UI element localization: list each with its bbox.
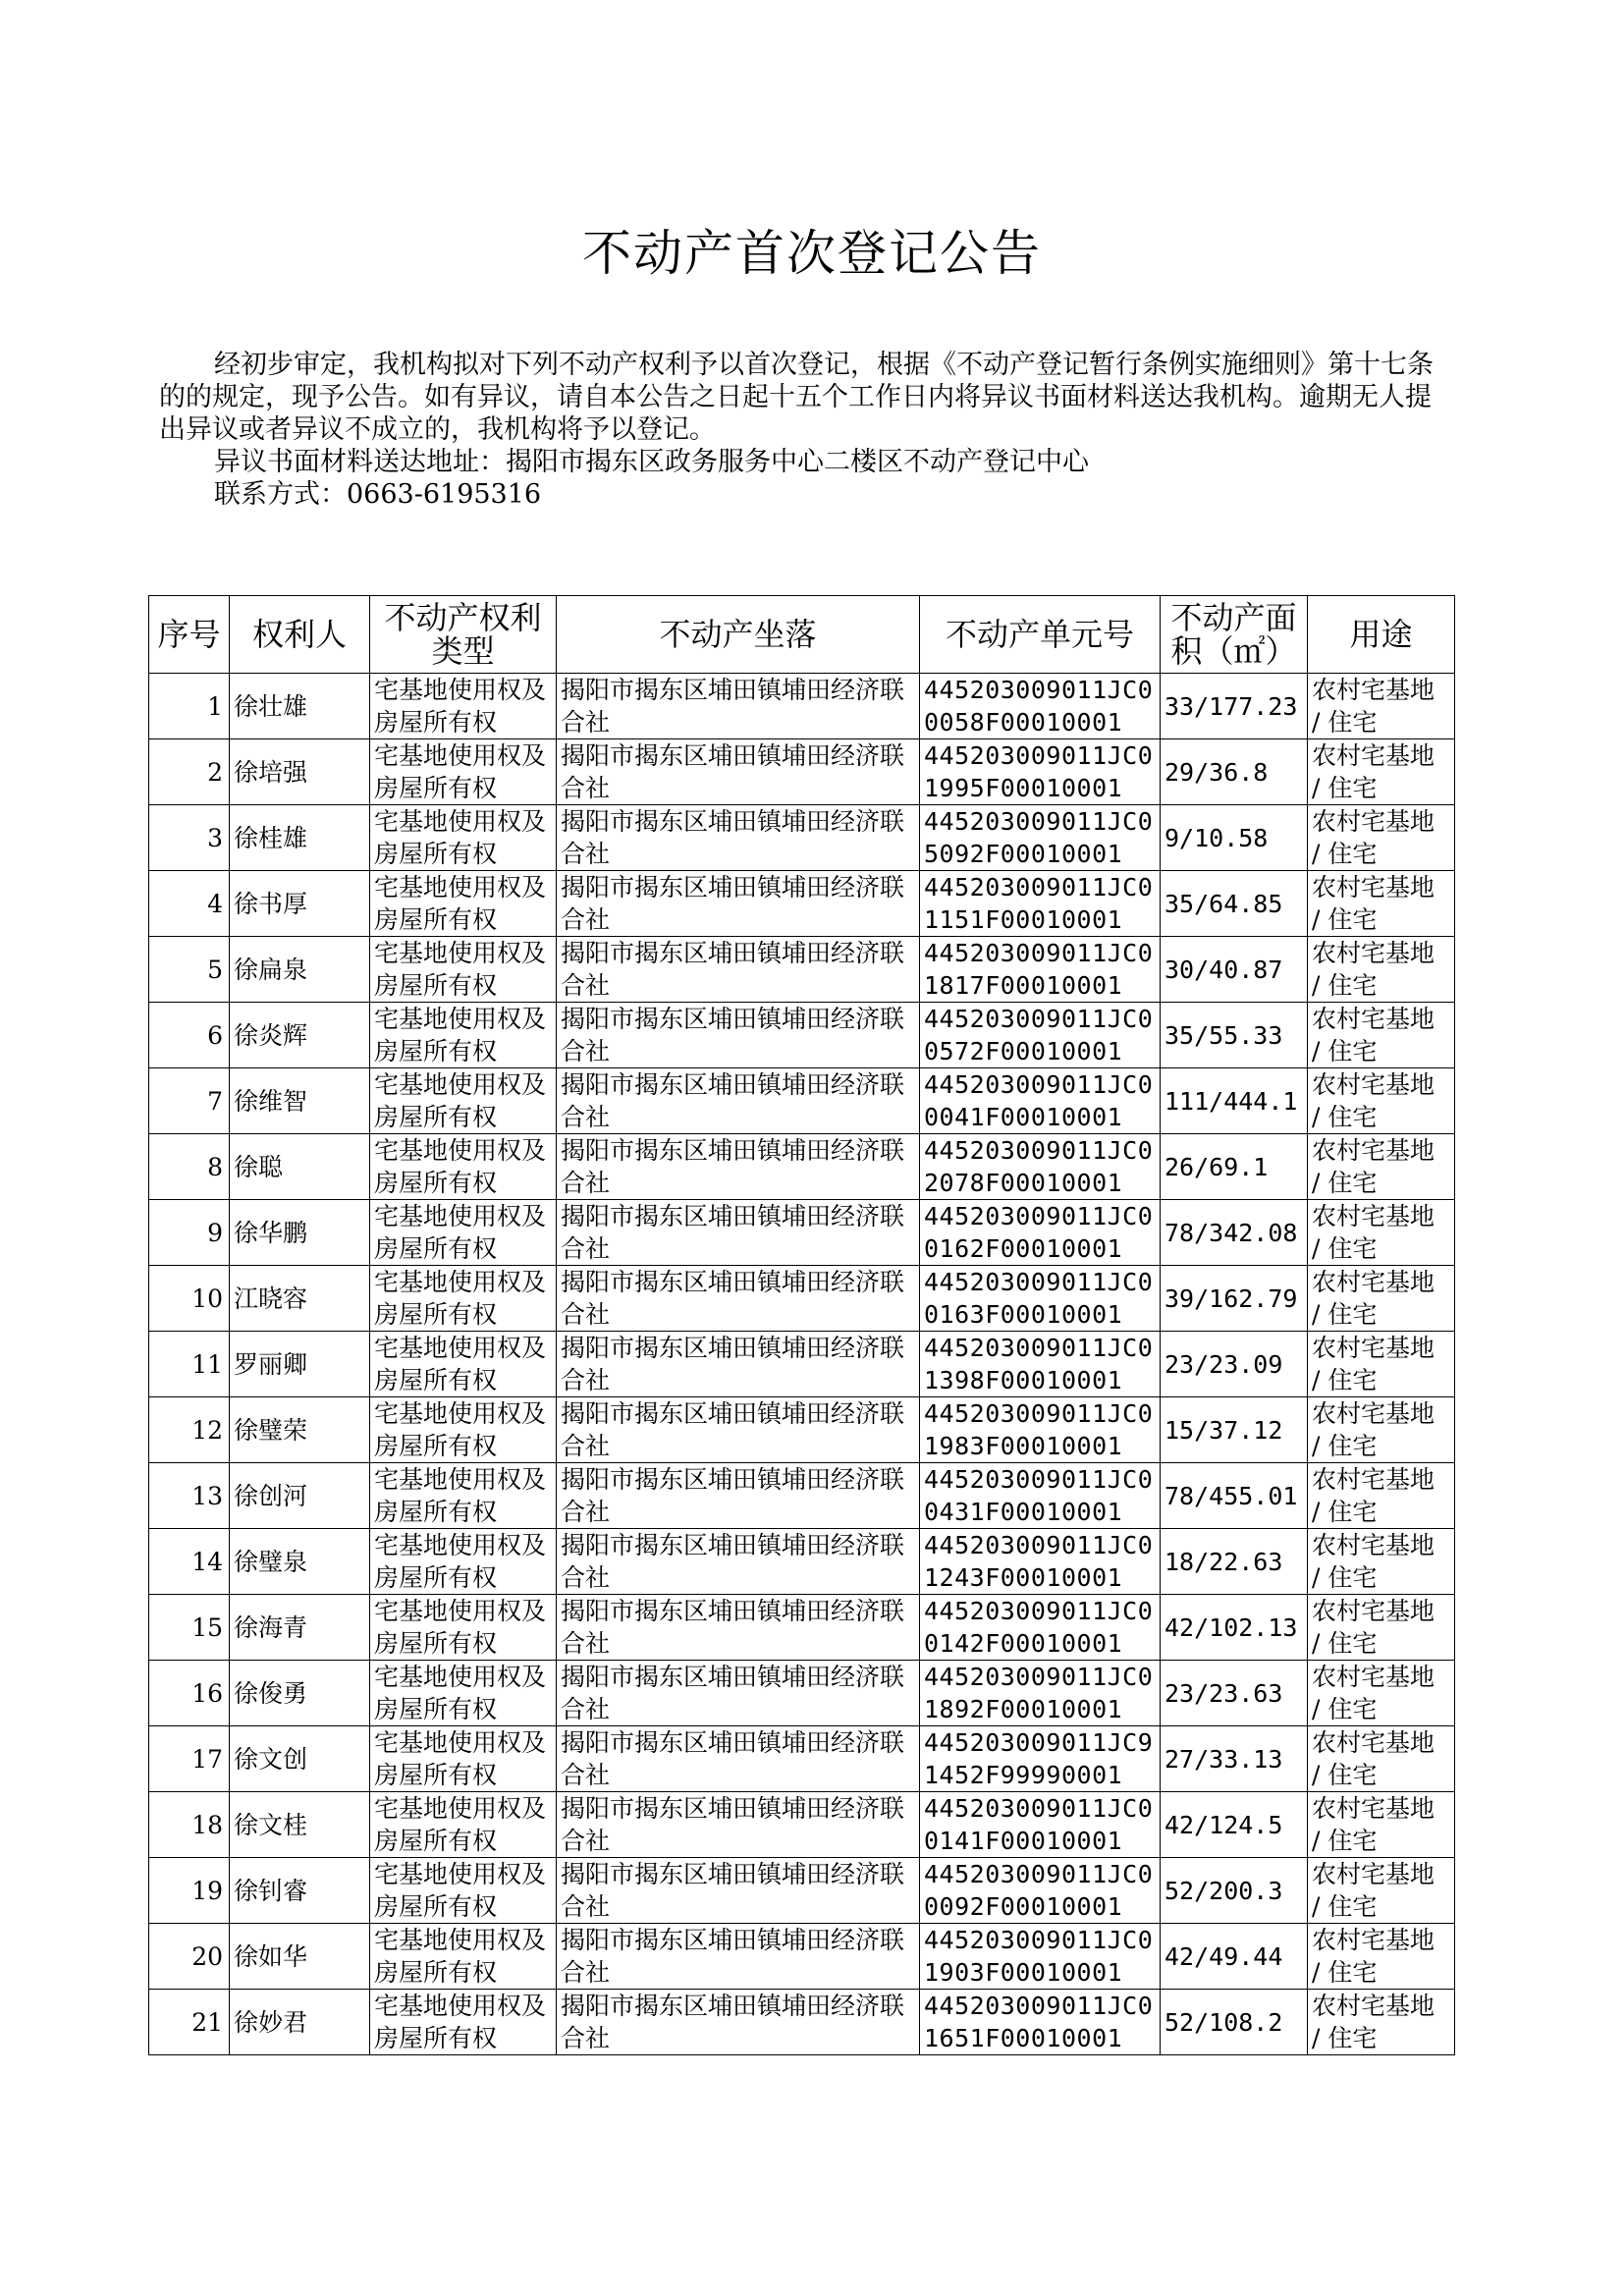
usage-cell: 农村宅基地 / 住宅	[1308, 1858, 1455, 1924]
seq-cell: 4	[149, 871, 230, 937]
seq-cell: 5	[149, 937, 230, 1003]
seq-cell: 8	[149, 1134, 230, 1200]
right-type-cell: 宅基地使用权及房屋所有权	[370, 1397, 557, 1463]
table-header-row	[149, 596, 1455, 674]
owner-cell: 徐璧泉	[230, 1529, 370, 1595]
area-cell: 52/200.3	[1161, 1858, 1308, 1924]
right-type-cell: 宅基地使用权及房屋所有权	[370, 805, 557, 871]
location-cell: 揭阳市揭东区埔田镇埔田经济联合社	[557, 1134, 920, 1200]
right-type-cell: 宅基地使用权及房屋所有权	[370, 871, 557, 937]
header-usage: 用途	[1308, 596, 1455, 674]
location-cell: 揭阳市揭东区埔田镇埔田经济联合社	[557, 1332, 920, 1397]
location-cell: 揭阳市揭东区埔田镇埔田经济联合社	[557, 1792, 920, 1858]
unit-no-cell: 445203009011JC91452F99990001	[920, 1726, 1161, 1792]
seq-cell: 3	[149, 805, 230, 871]
table-row	[149, 805, 1455, 871]
location-cell: 揭阳市揭东区埔田镇埔田经济联合社	[557, 1266, 920, 1332]
table-row	[149, 1134, 1455, 1200]
location-cell: 揭阳市揭东区埔田镇埔田经济联合社	[557, 937, 920, 1003]
unit-no-cell: 445203009011JC00041F00010001	[920, 1068, 1161, 1134]
owner-cell: 徐华鹏	[230, 1200, 370, 1266]
usage-cell: 农村宅基地 / 住宅	[1308, 1529, 1455, 1595]
right-type-cell: 宅基地使用权及房屋所有权	[370, 1726, 557, 1792]
table-row	[149, 1858, 1455, 1924]
seq-cell: 7	[149, 1068, 230, 1134]
page-title: 不动产首次登记公告	[582, 225, 1042, 282]
usage-cell: 农村宅基地 / 住宅	[1308, 1726, 1455, 1792]
location-cell: 揭阳市揭东区埔田镇埔田经济联合社	[557, 1200, 920, 1266]
location-cell: 揭阳市揭东区埔田镇埔田经济联合社	[557, 674, 920, 739]
right-type-cell: 宅基地使用权及房屋所有权	[370, 1463, 557, 1529]
usage-cell: 农村宅基地 / 住宅	[1308, 871, 1455, 937]
seq-cell: 17	[149, 1726, 230, 1792]
objection-address: 异议书面材料送达地址：揭阳市揭东区政务服务中心二楼区不动产登记中心	[214, 447, 1089, 477]
unit-no-cell: 445203009011JC00142F00010001	[920, 1595, 1161, 1661]
right-type-cell: 宅基地使用权及房屋所有权	[370, 1529, 557, 1595]
owner-cell: 徐桂雄	[230, 805, 370, 871]
unit-no-cell: 445203009011JC01243F00010001	[920, 1529, 1161, 1595]
owner-cell: 徐海青	[230, 1595, 370, 1661]
seq-cell: 11	[149, 1332, 230, 1397]
location-cell: 揭阳市揭东区埔田镇埔田经济联合社	[557, 1990, 920, 2055]
usage-cell: 农村宅基地 / 住宅	[1308, 1792, 1455, 1858]
area-cell: 26/69.1	[1161, 1134, 1308, 1200]
table-row	[149, 1397, 1455, 1463]
area-cell: 39/162.79	[1161, 1266, 1308, 1332]
table-row	[149, 1924, 1455, 1990]
right-type-cell: 宅基地使用权及房屋所有权	[370, 1068, 557, 1134]
area-cell: 52/108.2	[1161, 1990, 1308, 2055]
location-cell: 揭阳市揭东区埔田镇埔田经济联合社	[557, 1924, 920, 1990]
owner-cell: 江晓容	[230, 1266, 370, 1332]
usage-cell: 农村宅基地 / 住宅	[1308, 1003, 1455, 1068]
table-row	[149, 1661, 1455, 1726]
header-area: 不动产面积（㎡）	[1161, 596, 1308, 674]
location-cell: 揭阳市揭东区埔田镇埔田经济联合社	[557, 1529, 920, 1595]
usage-cell: 农村宅基地 / 住宅	[1308, 739, 1455, 805]
owner-cell: 徐璧荣	[230, 1397, 370, 1463]
owner-cell: 徐妙君	[230, 1990, 370, 2055]
seq-cell: 9	[149, 1200, 230, 1266]
area-cell: 35/64.85	[1161, 871, 1308, 937]
area-cell: 30/40.87	[1161, 937, 1308, 1003]
notice-text	[159, 349, 1435, 511]
area-cell: 33/177.23	[1161, 674, 1308, 739]
usage-cell: 农村宅基地 / 住宅	[1308, 937, 1455, 1003]
area-cell: 15/37.12	[1161, 1397, 1308, 1463]
owner-cell: 徐文创	[230, 1726, 370, 1792]
location-cell: 揭阳市揭东区埔田镇埔田经济联合社	[557, 1858, 920, 1924]
seq-cell: 20	[149, 1924, 230, 1990]
unit-no-cell: 445203009011JC01903F00010001	[920, 1924, 1161, 1990]
right-type-cell: 宅基地使用权及房屋所有权	[370, 739, 557, 805]
table-row	[149, 871, 1455, 937]
location-cell: 揭阳市揭东区埔田镇埔田经济联合社	[557, 1661, 920, 1726]
right-type-cell: 宅基地使用权及房屋所有权	[370, 674, 557, 739]
usage-cell: 农村宅基地 / 住宅	[1308, 1661, 1455, 1726]
header-unit-no: 不动产单元号	[920, 596, 1161, 674]
header-seq: 序号	[149, 596, 230, 674]
seq-cell: 16	[149, 1661, 230, 1726]
seq-cell: 18	[149, 1792, 230, 1858]
unit-no-cell: 445203009011JC01398F00010001	[920, 1332, 1161, 1397]
right-type-cell: 宅基地使用权及房屋所有权	[370, 1858, 557, 1924]
unit-no-cell: 445203009011JC01651F00010001	[920, 1990, 1161, 2055]
location-cell: 揭阳市揭东区埔田镇埔田经济联合社	[557, 1463, 920, 1529]
area-cell: 78/455.01	[1161, 1463, 1308, 1529]
area-cell: 111/444.1	[1161, 1068, 1308, 1134]
right-type-cell: 宅基地使用权及房屋所有权	[370, 1003, 557, 1068]
usage-cell: 农村宅基地 / 住宅	[1308, 1397, 1455, 1463]
seq-cell: 15	[149, 1595, 230, 1661]
seq-cell: 10	[149, 1266, 230, 1332]
owner-cell: 徐聪	[230, 1134, 370, 1200]
unit-no-cell: 445203009011JC00162F00010001	[920, 1200, 1161, 1266]
right-type-cell: 宅基地使用权及房屋所有权	[370, 937, 557, 1003]
area-cell: 35/55.33	[1161, 1003, 1308, 1068]
area-cell: 42/102.13	[1161, 1595, 1308, 1661]
right-type-cell: 宅基地使用权及房屋所有权	[370, 1200, 557, 1266]
table-row	[149, 1003, 1455, 1068]
owner-cell: 徐俊勇	[230, 1661, 370, 1726]
area-cell: 78/342.08	[1161, 1200, 1308, 1266]
table-row	[149, 739, 1455, 805]
usage-cell: 农村宅基地 / 住宅	[1308, 1990, 1455, 2055]
table-row	[149, 1332, 1455, 1397]
area-cell: 18/22.63	[1161, 1529, 1308, 1595]
area-cell: 29/36.8	[1161, 739, 1308, 805]
area-cell: 42/49.44	[1161, 1924, 1308, 1990]
unit-no-cell: 445203009011JC01983F00010001	[920, 1397, 1161, 1463]
header-location: 不动产坐落	[557, 596, 920, 674]
usage-cell: 农村宅基地 / 住宅	[1308, 1200, 1455, 1266]
seq-cell: 12	[149, 1397, 230, 1463]
seq-cell: 21	[149, 1990, 230, 2055]
owner-cell: 徐培强	[230, 739, 370, 805]
owner-cell: 徐炎辉	[230, 1003, 370, 1068]
location-cell: 揭阳市揭东区埔田镇埔田经济联合社	[557, 871, 920, 937]
table-row	[149, 937, 1455, 1003]
right-type-cell: 宅基地使用权及房屋所有权	[370, 1595, 557, 1661]
area-cell: 23/23.09	[1161, 1332, 1308, 1397]
table-row	[149, 1266, 1455, 1332]
notice-paragraph: 经初步审定，我机构拟对下列不动产权利予以首次登记，根据《不动产登记暂行条例实施细则》第十七条的的规定，现予公告。如有异议，请自本公告之日起十五个工作日内将异议书面材料送达我机构。逾期无人提出异议或者异议不成立的，我机构将予以登记。	[159, 350, 1434, 445]
usage-cell: 农村宅基地 / 住宅	[1308, 1595, 1455, 1661]
unit-no-cell: 445203009011JC00163F00010001	[920, 1266, 1161, 1332]
usage-cell: 农村宅基地 / 住宅	[1308, 674, 1455, 739]
unit-no-cell: 445203009011JC05092F00010001	[920, 805, 1161, 871]
right-type-cell: 宅基地使用权及房屋所有权	[370, 1792, 557, 1858]
unit-no-cell: 445203009011JC00431F00010001	[920, 1463, 1161, 1529]
owner-cell: 徐文桂	[230, 1792, 370, 1858]
unit-no-cell: 445203009011JC02078F00010001	[920, 1134, 1161, 1200]
table-row	[149, 1595, 1455, 1661]
area-cell: 27/33.13	[1161, 1726, 1308, 1792]
right-type-cell: 宅基地使用权及房屋所有权	[370, 1924, 557, 1990]
unit-no-cell: 445203009011JC01995F00010001	[920, 739, 1161, 805]
table-row	[149, 1200, 1455, 1266]
owner-cell: 徐扁泉	[230, 937, 370, 1003]
header-owner: 权利人	[230, 596, 370, 674]
seq-cell: 6	[149, 1003, 230, 1068]
owner-cell: 罗丽卿	[230, 1332, 370, 1397]
area-cell: 23/23.63	[1161, 1661, 1308, 1726]
seq-cell: 14	[149, 1529, 230, 1595]
table-row	[149, 1990, 1455, 2055]
table-row	[149, 1792, 1455, 1858]
location-cell: 揭阳市揭东区埔田镇埔田经济联合社	[557, 1003, 920, 1068]
table-row	[149, 1068, 1455, 1134]
table-row	[149, 1463, 1455, 1529]
right-type-cell: 宅基地使用权及房屋所有权	[370, 1332, 557, 1397]
usage-cell: 农村宅基地 / 住宅	[1308, 1332, 1455, 1397]
location-cell: 揭阳市揭东区埔田镇埔田经济联合社	[557, 739, 920, 805]
right-type-cell: 宅基地使用权及房屋所有权	[370, 1661, 557, 1726]
area-cell: 42/124.5	[1161, 1792, 1308, 1858]
unit-no-cell: 445203009011JC00058F00010001	[920, 674, 1161, 739]
header-right-type: 不动产权利类型	[370, 596, 557, 674]
table-row	[149, 1529, 1455, 1595]
usage-cell: 农村宅基地 / 住宅	[1308, 1463, 1455, 1529]
usage-cell: 农村宅基地 / 住宅	[1308, 1266, 1455, 1332]
location-cell: 揭阳市揭东区埔田镇埔田经济联合社	[557, 1397, 920, 1463]
usage-cell: 农村宅基地 / 住宅	[1308, 805, 1455, 871]
seq-cell: 2	[149, 739, 230, 805]
usage-cell: 农村宅基地 / 住宅	[1308, 1134, 1455, 1200]
right-type-cell: 宅基地使用权及房屋所有权	[370, 1134, 557, 1200]
unit-no-cell: 445203009011JC01892F00010001	[920, 1661, 1161, 1726]
owner-cell: 徐壮雄	[230, 674, 370, 739]
unit-no-cell: 445203009011JC00572F00010001	[920, 1003, 1161, 1068]
location-cell: 揭阳市揭东区埔田镇埔田经济联合社	[557, 1068, 920, 1134]
table-body	[149, 674, 1455, 2055]
seq-cell: 1	[149, 674, 230, 739]
owner-cell: 徐如华	[230, 1924, 370, 1990]
owner-cell: 徐书厚	[230, 871, 370, 937]
unit-no-cell: 445203009011JC00092F00010001	[920, 1858, 1161, 1924]
unit-no-cell: 445203009011JC01817F00010001	[920, 937, 1161, 1003]
unit-no-cell: 445203009011JC01151F00010001	[920, 871, 1161, 937]
contact-info: 联系方式：0663-6195316	[214, 479, 542, 510]
unit-no-cell: 445203009011JC00141F00010001	[920, 1792, 1161, 1858]
right-type-cell: 宅基地使用权及房屋所有权	[370, 1266, 557, 1332]
usage-cell: 农村宅基地 / 住宅	[1308, 1068, 1455, 1134]
location-cell: 揭阳市揭东区埔田镇埔田经济联合社	[557, 1726, 920, 1792]
owner-cell: 徐钊睿	[230, 1858, 370, 1924]
registration-table	[148, 595, 1455, 2055]
table-row	[149, 674, 1455, 739]
owner-cell: 徐创河	[230, 1463, 370, 1529]
seq-cell: 19	[149, 1858, 230, 1924]
owner-cell: 徐维智	[230, 1068, 370, 1134]
location-cell: 揭阳市揭东区埔田镇埔田经济联合社	[557, 805, 920, 871]
usage-cell: 农村宅基地 / 住宅	[1308, 1924, 1455, 1990]
right-type-cell: 宅基地使用权及房屋所有权	[370, 1990, 557, 2055]
location-cell: 揭阳市揭东区埔田镇埔田经济联合社	[557, 1595, 920, 1661]
table-row	[149, 1726, 1455, 1792]
seq-cell: 13	[149, 1463, 230, 1529]
area-cell: 9/10.58	[1161, 805, 1308, 871]
